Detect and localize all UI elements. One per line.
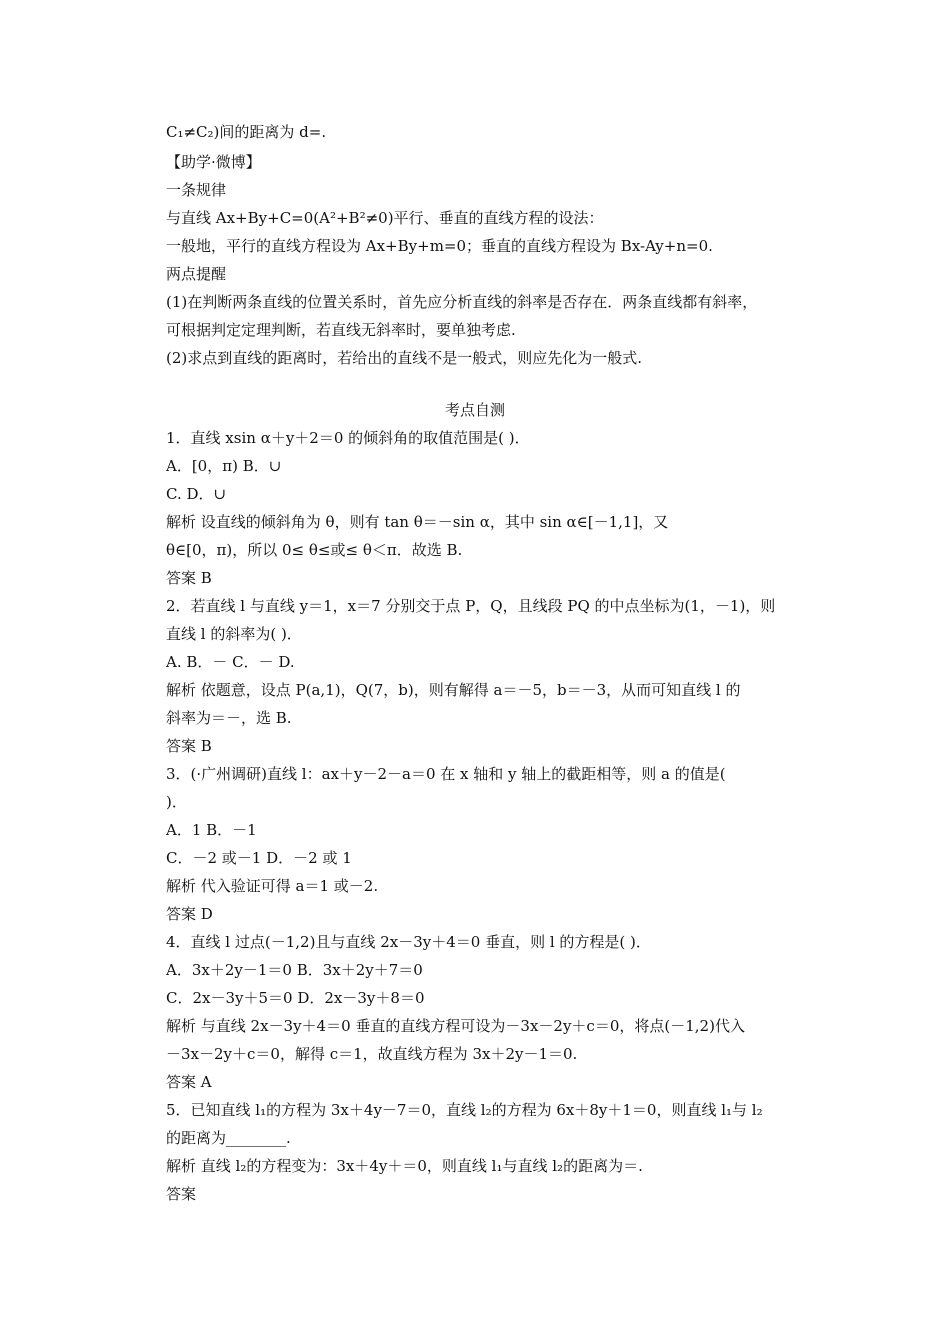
option-line: C．2x－3y＋5＝0 D．2x－3y＋8＝0 [166,989,425,1007]
text-line: 与直线 Ax+By+C=0(A²+B²≠0)平行、垂直的直线方程的设法： [166,209,604,227]
question-5-cont: 的距离为________. [166,1129,291,1147]
option-line: A. B．－ C．－ D. [166,653,295,671]
question-1: 1．直线 xsin α＋y＋2＝0 的倾斜角的取值范围是( )． [166,429,530,447]
analysis-line: 解析 依题意，设点 P(a,1)，Q(7，b)，则有解得 a＝－5，b＝－3，从而可知直线 l 的 [166,681,741,699]
option-line: A．1 B．－1 [166,821,257,839]
analysis-line: 解析 代入验证可得 a＝1 或－2. [166,877,379,895]
option-line: C．－2 或－1 D．－2 或 1 [166,849,352,867]
analysis-line: 解析 与直线 2x－3y＋4＝0 垂直的直线方程可设为－3x－2y＋c＝0，将点(－1,2)代入 [166,1017,745,1035]
section-heading: 【助学·微博】 [166,153,261,171]
section-title: 考点自测 [444,401,505,419]
analysis-line: 斜率为＝－，选 B. [166,709,292,727]
question-2: 2．若直线 l 与直线 y＝1，x＝7 分别交于点 P，Q，且线段 PQ 的中点坐标为(1，－1)，则 [166,597,776,615]
option-line: C. D．∪ [166,485,227,503]
text-line: C₁≠C₂)间的距离为 d=. [166,123,327,141]
question-4: 4．直线 l 过点(－1,2)且与直线 2x－3y＋4＝0 垂直，则 l 的方程是( )． [166,933,651,951]
option-line: A．[0，π) B．∪ [166,457,282,475]
analysis-line: －3x－2y＋c＝0，解得 c＝1，故直线方程为 3x＋2y－1＝0. [166,1045,578,1063]
answer-line: 答案 B [166,737,212,755]
text-line: 一般地，平行的直线方程设为 Ax+By+m=0；垂直的直线方程设为 Bx-Ay+n=0. [166,237,713,255]
answer-line: 答案 [166,1185,197,1203]
analysis-line: 解析 设直线的倾斜角为 θ，则有 tan θ＝－sin α，其中 sin α∈[－1,1]，又 [166,513,669,531]
answer-line: 答案 A [166,1073,212,1091]
answer-line: 答案 B [166,569,212,587]
analysis-line: 解析 直线 l₂的方程变为：3x＋4y＋＝0，则直线 l₁与直线 l₂的距离为＝. [166,1157,643,1175]
question-2-cont: 直线 l 的斜率为( )． [166,625,302,643]
analysis-line: θ∈[0，π)，所以 0≤ θ≤或≤ θ＜π．故选 B. [166,541,463,559]
subheading: 一条规律 [166,181,227,199]
subheading: 两点提醒 [166,265,227,283]
answer-line: 答案 D [166,905,213,923]
question-3: 3．(·广州调研)直线 l：ax＋y－2－a＝0 在 x 轴和 y 轴上的截距相等，则 a 的值是( [166,765,726,783]
question-5: 5．已知直线 l₁的方程为 3x＋4y－7＝0，直线 l₂的方程为 6x＋8y＋1＝0，则直线 l₁与 l₂ [166,1101,763,1119]
question-3-cont: )． [166,793,187,811]
text-line: 可根据判定定理判断，若直线无斜率时，要单独考虑. [166,321,516,339]
text-line: (2)求点到直线的距离时，若给出的直线不是一般式，则应先化为一般式. [166,349,643,367]
option-line: A．3x＋2y－1＝0 B．3x＋2y＋7＝0 [166,961,423,979]
text-line: (1)在判断两条直线的位置关系时，首先应分析直线的斜率是否存在．两条直线都有斜率， [166,293,758,311]
